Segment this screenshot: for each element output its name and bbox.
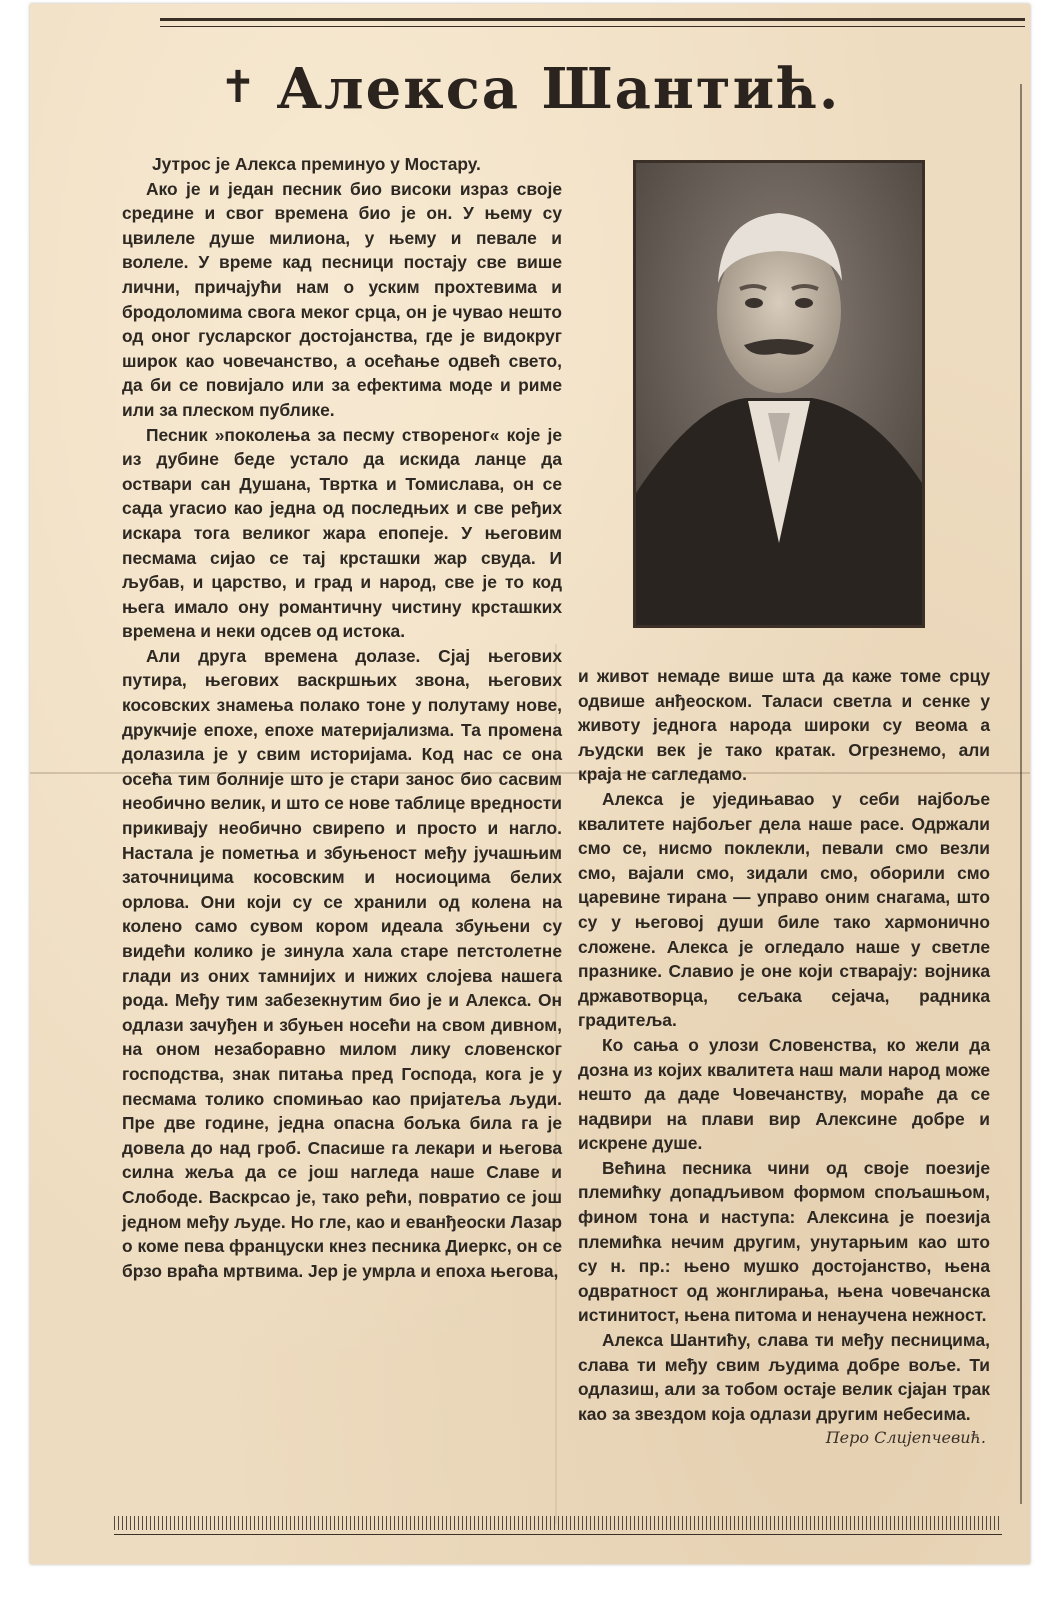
paragraph: Ако је и један песник био високи израз своје средине и свог времена био је он. У њему су цвилеле душе милиона, у њему и певале и волеле. У време кад песници постају све више лични, причајући нам о уским прохтевима и бродоломима свога меког срца, он је чувао нешто од оног гусларског достојанства, где је видокруг широк као човечанство, а осећање одвећ свето, да би се повијало или за ефектима моде и риме или за плеском публике. xyxy=(122,178,562,420)
paragraph: Ко сања о улози Словенства, ко жели да дозна из којих квалитета наш мали народ може нешто да даде Човечанству, мораће да се надвири на плави вир Алексине добре и искрене душе. xyxy=(578,1034,990,1154)
header-rule xyxy=(160,18,1025,21)
left-column xyxy=(122,152,562,1283)
paragraph: и живот немаде више шта да каже томе срцу одвише анђеоском. Таласи светла и сенке у животу једнога народа широки су веома а људски век је тако кратак. Огрезнемо, али краја не сагледамо. xyxy=(578,666,990,785)
paragraph: Песник »поколења за песму створеног« које је из дубине беде устало да искида ланце да оствари сан Душана, Твртка и Томислава, он се сада угасио као једна од последњих и све ређих искара тога великог жара епопеје. У његовим песмама сијао се тај крсташки жар свуда. И љубав, и царство, и град и народ, све је то код њега имало ону романтичну чистину крсташких времена и неки одсев од истока. xyxy=(122,424,562,642)
author-signature: Перо Слијепчевић. xyxy=(825,1428,986,1448)
header-rule xyxy=(160,26,1025,27)
paragraph: Јутрос је Алекса преминуо у Мостару. xyxy=(152,154,481,174)
portrait-icon xyxy=(636,163,922,625)
paragraph: Алекса је уједињавао у себи најбоље квалитете најбољег дела наше расе. Одржали смо се, нисмо поклекли, певали смо везли смо, вајали смо, зидали смо, оборили смо царевине тирана — управо оним снагама, што су у његовој души биле тако хармонично сложене. Алекса је огледало наше у светле празнике. Славио је оне који стварају: војника државотворца, сељака сејача, радника градитеља. xyxy=(578,788,990,1031)
footer-rule xyxy=(114,1534,1002,1535)
cross-icon: ✝ xyxy=(219,62,259,113)
paragraph: Алекса Шантићу, слава ти међу песницима, слава ти међу свим људима добре воље. Ти одлазиш, али за тобом остаје велик сјајан трак као за звездом која одлази другим небесима. xyxy=(578,1330,990,1424)
footer-rule xyxy=(114,1516,1002,1530)
portrait-photo xyxy=(633,160,925,628)
newspaper-clipping xyxy=(30,4,1030,1564)
headline xyxy=(30,56,1030,122)
paragraph: Већина песника чини од своје поезије племићку допадљивом формом спољашњом, фином тона и наступа: Алексина је поезија племићка нечим другим, унутарњим као што су н. пр.: њено мушко достојанство, њена одвратност од жонглирања, њена човечанска истинитост, њена питома и ненаучена нежност. xyxy=(578,1157,990,1326)
paragraph: Али друга времена долазе. Сјај његових путира, његових васкршњих звона, његових косовских знамења полако тоне у полутаму нове, друкчије епохе, епохе материјализма. Та промена долазила је у свим историјама. Код нас се она осећа тим болније што је стари занос био сасвим необично велик, и што се нове таблице вредности прикивају необично свирепо и просто и нагло. Настала је пометња и збуњеност међу јучашњим заточницима косовским и носиоцима белих орлова. Они који су се хранили од колена на колено само сувом кором идеала збуњени су видећи колико је зинула хала старе петстолетне глади из оних тамнијих и нижих слојева нашега рода. Међу тим забезекнутим био је и Алекса. Он одлази зачуђен и збуњен носећи на свом дивном, на оном незаборавно милом лику словенског господства, знак питања пред Господа, кога је у песмама толико спомињао као пријатеља људи. Пре две године, једна опасна бољка била га је довела до над гроб. Спасише га лекари и његова силна жеља да се још нагледа наше Славе и Слободе. Васкрсао је, тако рећи, повратио се још једном међу људе. Но гле, као и еванђеоски Лазар о коме пева француски кнез песника Диеркс, он се брзо враћа мртвима. Јер је умрла и епоха његова, xyxy=(122,645,562,1281)
column-rule xyxy=(1020,84,1022,1504)
right-column xyxy=(578,664,990,1451)
headline-title: Алекса Шантић. xyxy=(276,56,841,122)
paragraph-last xyxy=(578,1328,990,1448)
